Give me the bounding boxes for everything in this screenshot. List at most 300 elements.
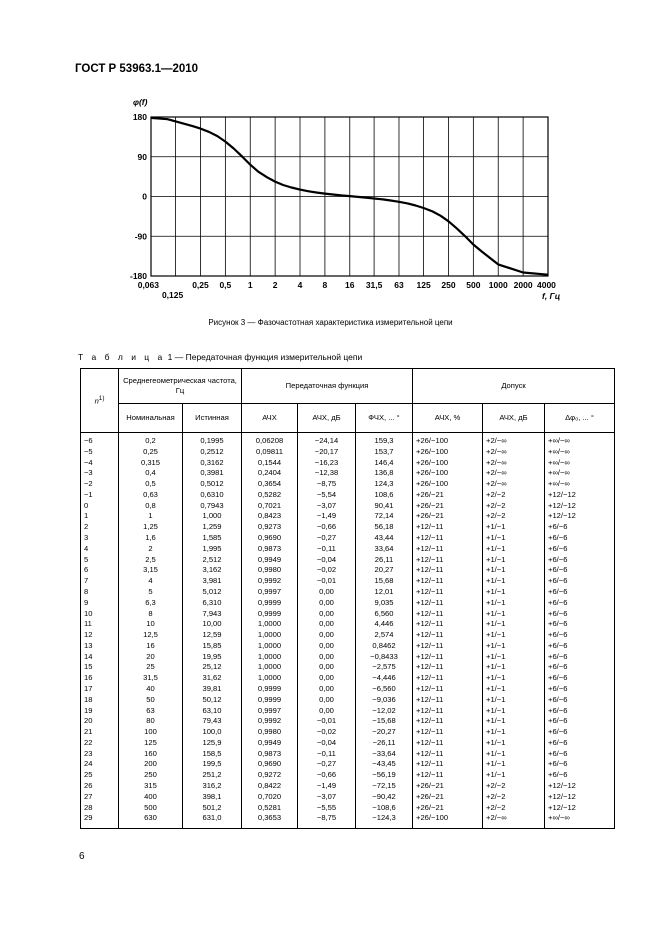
table-cell: +12/−11 (413, 749, 483, 760)
table-cell: 0,2512 (183, 447, 242, 458)
table-cell: +1/−1 (483, 630, 545, 641)
table-cell: +12/−12 (545, 803, 615, 814)
table-row (81, 630, 615, 641)
table-cell: +12/−11 (413, 609, 483, 620)
table-cell: 7,943 (183, 609, 242, 620)
x-tick-label: 63 (394, 280, 404, 290)
table-cell: +2/−2 (483, 803, 545, 814)
x-tick-label: 125 (416, 280, 431, 290)
table-cell: 0,9949 (242, 555, 298, 566)
table-cell: 8 (81, 587, 119, 598)
table-cell: −124,3 (356, 813, 413, 828)
table-cell: −0,11 (298, 544, 356, 555)
table-cell: +6/−6 (545, 576, 615, 587)
table-cell: +6/−6 (545, 684, 615, 695)
table-cell: −5 (81, 447, 119, 458)
table-cell: +1/−1 (483, 641, 545, 652)
table-cell: +1/−1 (483, 533, 545, 544)
table-cell: 25,12 (183, 662, 242, 673)
table-cell: −1,49 (298, 511, 356, 522)
table-cell: 0,9980 (242, 565, 298, 576)
table-cell: +1/−1 (483, 749, 545, 760)
table-cell: +2/−2 (483, 490, 545, 501)
table-cell: 15,85 (183, 641, 242, 652)
table-row (81, 727, 615, 738)
table-cell: +26/−21 (413, 490, 483, 501)
table-cell: 0,8423 (242, 511, 298, 522)
x-tick-label: 500 (466, 280, 481, 290)
table-cell: +12/−11 (413, 652, 483, 663)
table-cell: −3,07 (298, 501, 356, 512)
table-cell: 0,9949 (242, 738, 298, 749)
y-tick-label: -90 (134, 231, 147, 242)
table-cell: +12/−11 (413, 770, 483, 781)
table-cell: +6/−6 (545, 609, 615, 620)
header-tol-afc-pct: АЧХ, % (413, 404, 483, 433)
table-cell: 0,9997 (242, 587, 298, 598)
table-row (81, 695, 615, 706)
table-cell: 12,01 (356, 587, 413, 598)
x-tick-label: 4000 (537, 280, 556, 290)
x-tick-label: 0,063 (137, 280, 159, 290)
table-cell: 0,63 (119, 490, 183, 501)
table-cell: +1/−1 (483, 544, 545, 555)
table-cell: 1,6 (119, 533, 183, 544)
table-row (81, 662, 615, 673)
table-cell: +1/−1 (483, 555, 545, 566)
table-row (81, 598, 615, 609)
table-cell: 0,2 (119, 433, 183, 447)
table-cell: −72,15 (356, 781, 413, 792)
table-row (81, 738, 615, 749)
table-cell: 33,64 (356, 544, 413, 555)
x-tick-label: 31,5 (365, 280, 383, 290)
table-title-text: — Передаточная функция измерительной цепи (174, 352, 363, 362)
table-row (81, 479, 615, 490)
table-cell: 0,9999 (242, 609, 298, 620)
table-cell: 0,9980 (242, 727, 298, 738)
header-n: $n^{1)}$ (81, 369, 119, 433)
table-row (81, 490, 615, 501)
table-cell: +∞/−∞ (545, 468, 615, 479)
table-cell: 10 (81, 609, 119, 620)
table-cell: −33,64 (356, 749, 413, 760)
table-cell: +12/−11 (413, 706, 483, 717)
table-cell: 12 (81, 630, 119, 641)
table-cell: +26/−100 (413, 447, 483, 458)
table-cell: 19,95 (183, 652, 242, 663)
table-cell: +1/−1 (483, 695, 545, 706)
table-cell: 1,0000 (242, 630, 298, 641)
table-cell: +∞/−∞ (545, 813, 615, 828)
table-cell: 18 (81, 695, 119, 706)
table-cell: +2/−∞ (483, 813, 545, 828)
table-cell: −6 (81, 433, 119, 447)
table-cell: 158,5 (183, 749, 242, 760)
table-row (81, 706, 615, 717)
table-cell: −4,446 (356, 673, 413, 684)
table-cell: +1/−1 (483, 576, 545, 587)
table-cell: +26/−100 (413, 479, 483, 490)
table-cell: +6/−6 (545, 749, 615, 760)
table-row (81, 609, 615, 620)
table-cell: +1/−1 (483, 522, 545, 533)
table-cell: 2 (119, 544, 183, 555)
table-cell: +26/−100 (413, 433, 483, 447)
table-cell: 1,25 (119, 522, 183, 533)
table-cell: 0,00 (298, 630, 356, 641)
y-axis-label: φ(f) (133, 97, 148, 107)
table-cell: −0,66 (298, 522, 356, 533)
table-cell: +12/−11 (413, 576, 483, 587)
table-cell: 6 (81, 565, 119, 576)
table-cell: +1/−1 (483, 652, 545, 663)
table-cell: +∞/−∞ (545, 458, 615, 469)
table-cell: 124,3 (356, 479, 413, 490)
table-cell: +2/−∞ (483, 447, 545, 458)
table-cell: 43,44 (356, 533, 413, 544)
table-cell: 0,7943 (183, 501, 242, 512)
table-cell: 0,3653 (242, 813, 298, 828)
table-cell: −20,27 (356, 727, 413, 738)
table-cell: +2/−2 (483, 792, 545, 803)
table-cell: 16 (81, 673, 119, 684)
table-cell: 6,310 (183, 598, 242, 609)
table-cell: +2/−2 (483, 511, 545, 522)
table-cell: −43,45 (356, 759, 413, 770)
table-cell: +6/−6 (545, 587, 615, 598)
header-transfer-function: Передаточная функция (242, 369, 413, 404)
table-cell: 0,1995 (183, 433, 242, 447)
table-cell: +2/−∞ (483, 479, 545, 490)
table-cell: 24 (81, 759, 119, 770)
x-tick-label: 0,5 (219, 280, 232, 290)
table-row (81, 533, 615, 544)
table-cell: 2,574 (356, 630, 413, 641)
table-cell: +1/−1 (483, 770, 545, 781)
table-cell: 316,2 (183, 781, 242, 792)
table-cell: 315 (119, 781, 183, 792)
table-cell: 0,5012 (183, 479, 242, 490)
table-cell: 0,5 (119, 479, 183, 490)
table-cell: 31,5 (119, 673, 183, 684)
table-cell: +12/−11 (413, 641, 483, 652)
table-cell: +12/−11 (413, 695, 483, 706)
table-cell: 0,06208 (242, 433, 298, 447)
table-cell: +26/−21 (413, 792, 483, 803)
table-row (81, 759, 615, 770)
table-cell: 0,00 (298, 609, 356, 620)
table-cell: 0,9273 (242, 522, 298, 533)
table-cell: 63,10 (183, 706, 242, 717)
table-cell: 0,9992 (242, 716, 298, 727)
table-cell: 1,0000 (242, 652, 298, 663)
y-tick-label: 0 (142, 191, 147, 202)
table-cell: 1,995 (183, 544, 242, 555)
table-cell: 0,00 (298, 684, 356, 695)
table-cell: 0,9999 (242, 598, 298, 609)
table-cell: 501,2 (183, 803, 242, 814)
table-cell: +12/−11 (413, 662, 483, 673)
table-cell: +12/−11 (413, 565, 483, 576)
table-row (81, 501, 615, 512)
table-row (81, 522, 615, 533)
table-cell: +6/−6 (545, 641, 615, 652)
table-cell: +1/−1 (483, 684, 545, 695)
table-cell: 0,00 (298, 619, 356, 630)
table-cell: −12,38 (298, 468, 356, 479)
table-cell: 3,162 (183, 565, 242, 576)
table-cell: +6/−6 (545, 598, 615, 609)
table-row (81, 641, 615, 652)
table-title-number: 1 (167, 352, 173, 362)
table-cell: +6/−6 (545, 727, 615, 738)
table-cell: −20,17 (298, 447, 356, 458)
table-cell: 4 (119, 576, 183, 587)
x-tick-label: 8 (322, 280, 328, 290)
table-row (81, 433, 615, 447)
table-cell: 0,7020 (242, 792, 298, 803)
x-tick-label: 2000 (513, 280, 533, 290)
table-cell: 0,9272 (242, 770, 298, 781)
table-row (81, 673, 615, 684)
table-cell: 15 (81, 662, 119, 673)
table-cell: 0,9999 (242, 684, 298, 695)
x-tick-label: 16 (345, 280, 355, 290)
table-cell: 0,9999 (242, 695, 298, 706)
table-cell: 29 (81, 813, 119, 828)
table-cell: +1/−1 (483, 598, 545, 609)
table-cell: 0,9690 (242, 759, 298, 770)
table-cell: 146,4 (356, 458, 413, 469)
table-cell: 0,5281 (242, 803, 298, 814)
table-cell: +1/−1 (483, 738, 545, 749)
table-cell: 56,18 (356, 522, 413, 533)
table-cell: −24,14 (298, 433, 356, 447)
table-cell: +6/−6 (545, 630, 615, 641)
table-cell: 6,3 (119, 598, 183, 609)
header-tolerance: Допуск (413, 369, 615, 404)
table-cell: 21 (81, 727, 119, 738)
table-cell: +1/−1 (483, 759, 545, 770)
table-cell: 0,00 (298, 695, 356, 706)
table-cell: +1/−1 (483, 587, 545, 598)
table-cell: 19 (81, 706, 119, 717)
table-cell: 125,9 (183, 738, 242, 749)
table-cell: −0,04 (298, 555, 356, 566)
table-cell: 159,3 (356, 433, 413, 447)
table-cell: +12/−11 (413, 727, 483, 738)
table-cell: 1,0000 (242, 641, 298, 652)
table-cell: 1,0000 (242, 673, 298, 684)
table-cell: +6/−6 (545, 652, 615, 663)
table-row (81, 619, 615, 630)
table-cell: +6/−6 (545, 716, 615, 727)
figure-caption: Рисунок 3 — Фазочастотная характеристика измерительной цепи (208, 318, 453, 327)
table-cell: +12/−11 (413, 619, 483, 630)
table-cell: 0,00 (298, 662, 356, 673)
table-cell: 20 (119, 652, 183, 663)
table-cell: 5,012 (183, 587, 242, 598)
table-cell: +12/−11 (413, 716, 483, 727)
table-cell: −0,02 (298, 727, 356, 738)
table-cell: +2/−∞ (483, 468, 545, 479)
table-cell: 40 (119, 684, 183, 695)
table-row (81, 544, 615, 555)
y-tick-label: 180 (132, 112, 147, 122)
x-axis-label: f, Гц (542, 291, 561, 301)
table-cell: +12/−11 (413, 522, 483, 533)
header-tol-afc-db: АЧХ, дБ (483, 404, 545, 433)
table-cell: 0,8 (119, 501, 183, 512)
table-cell: +12/−12 (545, 490, 615, 501)
table-cell: +12/−11 (413, 684, 483, 695)
table-cell: −15,68 (356, 716, 413, 727)
table-cell: 3,15 (119, 565, 183, 576)
table-cell: 31,62 (183, 673, 242, 684)
table-cell: +12/−11 (413, 630, 483, 641)
table-cell: −2 (81, 479, 119, 490)
table-cell: +26/−100 (413, 468, 483, 479)
table-cell: 16 (119, 641, 183, 652)
table-cell: +1/−1 (483, 716, 545, 727)
y-tick-label: -180 (129, 271, 147, 281)
table-cell: +6/−6 (545, 565, 615, 576)
table-row (81, 511, 615, 522)
table-cell: 0,00 (298, 673, 356, 684)
table-cell: −90,42 (356, 792, 413, 803)
table-row (81, 555, 615, 566)
table-cell: +∞/−∞ (545, 447, 615, 458)
table-cell: 0,1544 (242, 458, 298, 469)
table-cell: 2 (81, 522, 119, 533)
table-cell: 200 (119, 759, 183, 770)
table-cell: +26/−100 (413, 458, 483, 469)
table-cell: +2/−∞ (483, 433, 545, 447)
table-cell: 0,9873 (242, 749, 298, 760)
table-cell: 0,8422 (242, 781, 298, 792)
table-cell: +12/−11 (413, 598, 483, 609)
x-tick-label: 2 (272, 280, 278, 290)
table-cell: 27 (81, 792, 119, 803)
table-cell: 0,315 (119, 458, 183, 469)
table-cell: 10,00 (183, 619, 242, 630)
table-cell: 50,12 (183, 695, 242, 706)
table-cell: −4 (81, 458, 119, 469)
table-cell: 3 (81, 533, 119, 544)
table-cell: −16,23 (298, 458, 356, 469)
table-cell: 63 (119, 706, 183, 717)
table-cell: −1,49 (298, 781, 356, 792)
table-cell: +2/−∞ (483, 458, 545, 469)
table-cell: 199,5 (183, 759, 242, 770)
table-row (81, 576, 615, 587)
table-cell: 0,00 (298, 652, 356, 663)
table-cell: 125 (119, 738, 183, 749)
x-tick-label: 4 (297, 280, 303, 290)
table-cell: 14 (81, 652, 119, 663)
table-cell: 8 (119, 609, 183, 620)
table-cell: +12/−11 (413, 673, 483, 684)
table-cell: +2/−2 (483, 781, 545, 792)
header-tol-phase: Δφ₀, ... ° (545, 404, 615, 433)
document-header: ГОСТ Р 53963.1—2010 (75, 63, 199, 75)
table-cell: +6/−6 (545, 533, 615, 544)
table-row (81, 749, 615, 760)
table-cell: 79,43 (183, 716, 242, 727)
table-cell: 50 (119, 695, 183, 706)
table-cell: +1/−1 (483, 619, 545, 630)
table-cell: −5,54 (298, 490, 356, 501)
table-cell: 22 (81, 738, 119, 749)
table-cell: +1/−1 (483, 565, 545, 576)
table-cell: −0,11 (298, 749, 356, 760)
table-cell: +6/−6 (545, 738, 615, 749)
transfer-function-table (80, 368, 615, 829)
table-cell: 23 (81, 749, 119, 760)
table-cell: 0,00 (298, 641, 356, 652)
table-cell: 0,9873 (242, 544, 298, 555)
table-cell: −5,55 (298, 803, 356, 814)
table-cell: 1,000 (183, 511, 242, 522)
table-cell: 1,259 (183, 522, 242, 533)
table-cell: 136,8 (356, 468, 413, 479)
table-row (81, 468, 615, 479)
header-frequency: Среднегеометрическая частота, Гц (119, 369, 242, 404)
table-cell: +1/−1 (483, 673, 545, 684)
table-title-prefix: Т а б л и ц а (78, 352, 166, 362)
table-cell: 5 (119, 587, 183, 598)
table-cell: −0,02 (298, 565, 356, 576)
table-cell: −2,575 (356, 662, 413, 673)
table-cell: 13 (81, 641, 119, 652)
table-cell: +12/−11 (413, 555, 483, 566)
table-cell: 20,27 (356, 565, 413, 576)
table-row (81, 587, 615, 598)
x-tick-label: 1000 (488, 280, 508, 290)
table-cell: −9,036 (356, 695, 413, 706)
table-row (81, 716, 615, 727)
table-cell: −0,66 (298, 770, 356, 781)
phase-response-chart (0, 0, 661, 312)
table-cell: 28 (81, 803, 119, 814)
table-cell: +12/−11 (413, 533, 483, 544)
table-cell: −8,75 (298, 813, 356, 828)
table-cell: +6/−6 (545, 673, 615, 684)
table-cell: 25 (119, 662, 183, 673)
table-cell: −0,01 (298, 716, 356, 727)
table-cell: 12,59 (183, 630, 242, 641)
x-tick-label: 250 (441, 280, 456, 290)
table-cell: −0,01 (298, 576, 356, 587)
header-afc-db: АЧХ, дБ (298, 404, 356, 433)
table-cell: 153,7 (356, 447, 413, 458)
table-row (81, 803, 615, 814)
table-cell: 17 (81, 684, 119, 695)
table-cell: 0,00 (298, 598, 356, 609)
table-cell: +6/−6 (545, 695, 615, 706)
table-cell: 0,00 (298, 706, 356, 717)
table-row (81, 770, 615, 781)
table-cell: 9 (81, 598, 119, 609)
table-cell: −12,02 (356, 706, 413, 717)
table-cell: 0,4 (119, 468, 183, 479)
table-cell: 1 (119, 511, 183, 522)
table-cell: 0,5282 (242, 490, 298, 501)
table-cell: 0,3654 (242, 479, 298, 490)
table-cell: +2/−2 (483, 501, 545, 512)
table-cell: 0 (81, 501, 119, 512)
